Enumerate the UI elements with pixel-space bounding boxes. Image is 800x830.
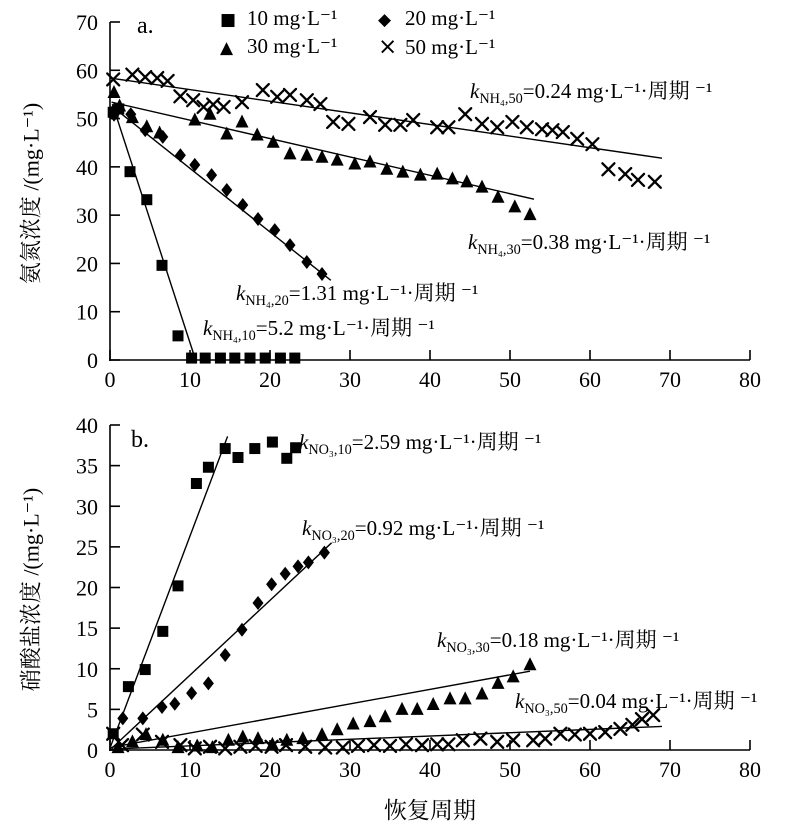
x-tick-label: 80: [739, 367, 761, 392]
square-point: [275, 353, 286, 364]
square-point: [267, 437, 278, 448]
triangle-point: [446, 171, 459, 184]
rate-annotation-no3-10: $k_{NO_3,10}=2.59$ mg·L⁻¹·周期 ⁻¹: [299, 430, 542, 459]
diamond-point: [206, 168, 217, 182]
square-point: [203, 462, 214, 473]
square-point: [260, 353, 271, 364]
diamond-point: [237, 623, 248, 637]
y-tick-label: 35: [76, 453, 98, 479]
triangle-marker-icon: ▲: [220, 38, 234, 58]
square-point: [191, 478, 202, 489]
x-tick-label: 20: [259, 367, 281, 392]
diamond-point: [203, 676, 214, 690]
y-tick-label: 20: [76, 575, 98, 601]
triangle-point: [284, 146, 297, 159]
square-point: [215, 353, 226, 364]
triangle-point: [347, 717, 360, 730]
triangle-point: [476, 686, 489, 699]
triangle-point: [508, 199, 521, 212]
triangle-point: [267, 135, 280, 148]
triangle-point: [316, 727, 329, 740]
rate-annotation-no3-30: $k_{NO_3,30}=0.18$ mg·L⁻¹·周期 ⁻¹: [437, 628, 680, 657]
triangle-point: [411, 702, 424, 715]
diamond-marker-icon: ◆: [378, 10, 392, 30]
square-point: [281, 453, 292, 464]
y-tick-label: 25: [76, 534, 98, 560]
triangle-point: [396, 702, 409, 715]
triangle-point: [331, 722, 344, 735]
square-point: [289, 353, 300, 364]
y-tick-label: 60: [76, 58, 98, 84]
trend-line: [112, 104, 195, 360]
legend-label-10: 10 mg·L⁻¹: [247, 6, 338, 30]
triangle-point: [427, 697, 440, 710]
x-tick-label: 50: [499, 367, 521, 392]
y-tick-label: 20: [76, 251, 98, 277]
x-tick-label: 20: [259, 757, 281, 782]
diamond-point: [266, 577, 277, 591]
x-tick-label: 30: [339, 757, 361, 782]
triangle-point: [140, 119, 153, 132]
x-tick-label: 0: [104, 367, 116, 392]
square-marker-icon: ■: [220, 10, 237, 30]
square-point: [249, 443, 260, 454]
triangle-point: [188, 113, 201, 126]
triangle-point: [296, 731, 309, 744]
triangle-point: [379, 709, 392, 722]
rate-annotation-nh4-10: $k_{NH_4,10}=5.2$ mg·L⁻¹·周期 ⁻¹: [203, 316, 435, 345]
y-tick-label: 10: [76, 299, 98, 325]
triangle-point: [431, 167, 444, 180]
square-point: [173, 330, 184, 341]
triangle-point: [236, 114, 249, 127]
square-point: [141, 194, 152, 205]
diamond-point: [319, 546, 330, 560]
series-diamond-b: [112, 543, 332, 749]
legend-label-30: 30 mg·L⁻¹: [247, 34, 338, 58]
y-tick-label: 0: [87, 738, 98, 763]
triangle-point: [459, 691, 472, 704]
triangle-point: [524, 207, 537, 220]
y-tick-label: 70: [76, 10, 98, 35]
y-tick-label: 40: [76, 154, 98, 180]
trend-line: [111, 436, 228, 746]
square-point: [173, 580, 184, 591]
square-point: [233, 452, 244, 463]
triangle-point: [364, 714, 377, 727]
diamond-point: [220, 648, 231, 662]
x-tick-label: 40: [419, 367, 441, 392]
y-tick-label: 50: [76, 106, 98, 132]
diamond-point: [280, 567, 291, 581]
square-point: [186, 353, 197, 364]
triangle-point: [396, 165, 409, 178]
diamond-point: [237, 198, 248, 212]
square-point: [125, 166, 136, 177]
y-tick-label: 0: [87, 348, 98, 373]
legend-item-30: [220, 34, 337, 59]
rate-annotation-nh4-50: $k_{NH_4,50}=0.24$ mg·L⁻¹·周期 ⁻¹: [470, 79, 713, 108]
square-point: [123, 681, 134, 692]
panel-a-label: a.: [137, 13, 154, 39]
x-axis-title: 恢复周期: [384, 798, 476, 823]
rate-annotation-no3-50: $k_{NO_3,50}=0.04$ mg·L⁻¹·周期 ⁻¹: [515, 689, 758, 718]
y-tick-label: 5: [87, 697, 98, 723]
panel-b-y-axis-title: 硝酸盐浓度 /(mg·L⁻¹): [18, 487, 44, 692]
triangle-point: [300, 148, 313, 161]
x-tick-label: 60: [579, 757, 601, 782]
diamond-point: [169, 697, 180, 711]
rate-annotation-nh4-30: $k_{NH_4,30}=0.38$ mg·L⁻¹·周期 ⁻¹: [468, 230, 711, 259]
y-tick-label: 30: [76, 203, 98, 229]
legend-item-20: [378, 6, 495, 31]
x-tick-label: 70: [659, 367, 681, 392]
square-point: [220, 443, 231, 454]
panel-a-y-axis-title: 氨氮浓度 /(mg·L⁻¹): [18, 102, 44, 285]
square-point: [200, 353, 211, 364]
triangle-point: [524, 657, 537, 670]
triangle-point: [460, 174, 473, 187]
x-tick-label: 60: [579, 367, 601, 392]
diamond-point: [301, 255, 312, 269]
y-tick-label: 15: [76, 616, 98, 642]
legend-label-50: 50 mg·L⁻¹: [405, 35, 496, 59]
legend-item-10: [220, 6, 337, 31]
x-tick-label: 50: [499, 757, 521, 782]
panel-b-label: b.: [131, 427, 149, 453]
diamond-point: [157, 700, 168, 714]
legend-item-50: [378, 34, 495, 60]
y-tick-label: 30: [76, 494, 98, 520]
triangle-point: [220, 127, 233, 140]
diamond-point: [285, 238, 296, 252]
panel-b: [76, 413, 761, 782]
series-square-b: [108, 436, 301, 746]
square-point: [157, 626, 168, 637]
y-tick-label: 10: [76, 656, 98, 682]
diamond-point: [269, 223, 280, 237]
x-tick-label: 10: [179, 757, 201, 782]
x-tick-label: 80: [739, 757, 761, 782]
triangle-point: [444, 691, 457, 704]
diamond-point: [186, 686, 197, 700]
x-tick-label: 70: [659, 757, 681, 782]
diamond-point: [253, 212, 264, 226]
square-point: [229, 353, 240, 364]
square-point: [245, 353, 256, 364]
x-tick-label: 40: [419, 757, 441, 782]
triangle-point: [507, 669, 520, 682]
y-tick-label: 40: [76, 413, 98, 438]
rate-annotation-nh4-20: $k_{NH_4,20}=1.31$ mg·L⁻¹·周期 ⁻¹: [236, 281, 479, 310]
diamond-point: [175, 148, 186, 162]
cross-marker-icon: ×: [378, 34, 398, 60]
square-point: [157, 260, 168, 271]
legend-label-20: 20 mg·L⁻¹: [405, 6, 496, 30]
x-tick-label: 30: [339, 367, 361, 392]
rate-annotation-no3-20: $k_{NO_3,20}=0.92$ mg·L⁻¹·周期 ⁻¹: [302, 516, 545, 545]
x-tick-label: 0: [104, 757, 116, 782]
triangle-point: [206, 740, 219, 753]
x-tick-label: 10: [179, 367, 201, 392]
square-point: [140, 664, 151, 675]
